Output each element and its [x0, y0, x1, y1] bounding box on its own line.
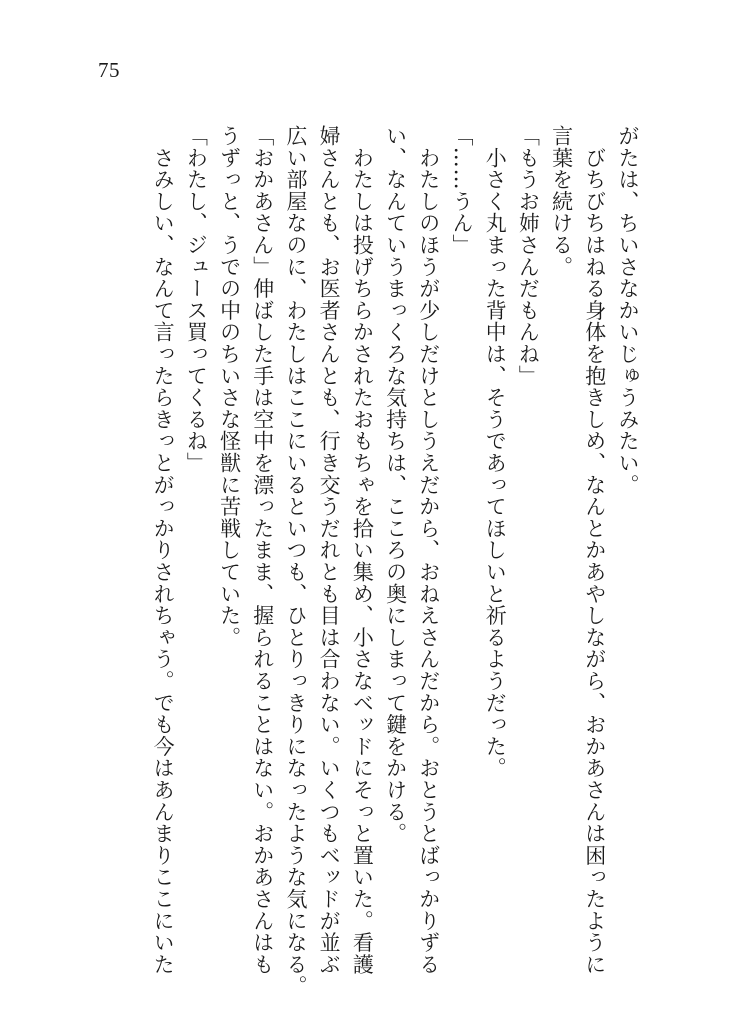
text-line: 「もうお姉さんだもんね」	[516, 125, 541, 387]
text-line: 「おかあさん」伸ばした手は空中を漂ったまま、握られることはない。おかあさんはも	[250, 125, 275, 976]
text-line: 小さく丸まった背中は、そうであってほしいと祈るようだった。	[483, 125, 508, 779]
body-text	[151, 125, 644, 997]
text-line: い、なんていうまっくろな気持ちは、こころの奥にしまって鍵をかける。	[383, 125, 408, 845]
text-line: がたは、ちいさなかいじゅうみたい。	[616, 125, 640, 496]
page-number: 75	[98, 58, 120, 82]
text-line: わたしのほうが少しだけとしうえだから、おねえさんだから。おとうとばっかりずる	[416, 125, 441, 976]
text-line: 婦さんとも、お医者さんとも、行き交うだれとも目は合わない。いくつもベッドが並ぶ	[317, 125, 342, 976]
text-line: びちびちはねる身体を抱きしめ、なんとかあやしながら、おかあさんは困ったように	[582, 125, 607, 976]
text-line: うずっと、うでの中のちいさな怪獣に苦戦していた。	[217, 125, 242, 649]
text-line: 言葉を続ける。	[549, 125, 574, 278]
text-line: 「……うん」	[449, 125, 474, 256]
text-line: さみしい、なんて言ったらきっとがっかりされちゃう。でも今はあんまりここにいた	[151, 125, 176, 976]
text-line: わたしは投げちらかされたおもちゃを拾い集め、小さなベッドにそっと置いた。看護	[350, 125, 375, 976]
text-line: 「わたし、ジュース買ってくるね」	[184, 125, 209, 474]
text-line: 広い部屋なのに、わたしはここにいるといつも、ひとりっきりになったような気になる。	[283, 125, 308, 997]
